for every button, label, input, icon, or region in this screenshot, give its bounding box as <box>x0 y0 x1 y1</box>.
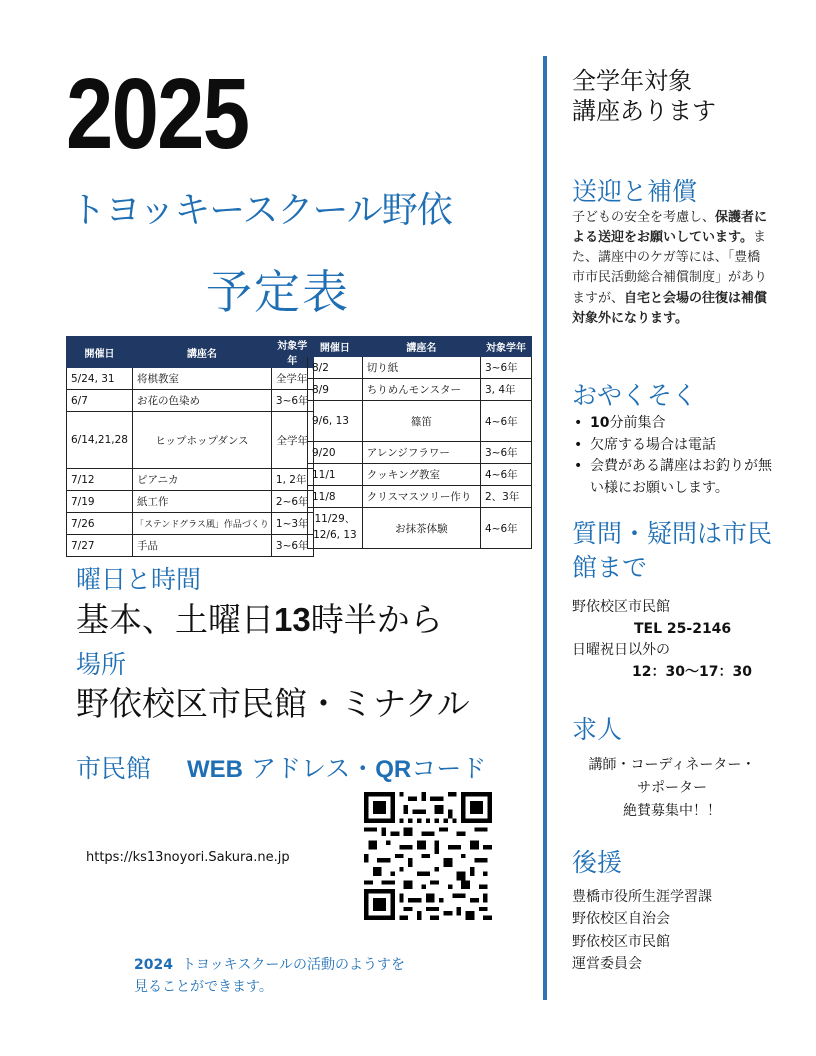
date-cell: 7/27 <box>67 535 133 557</box>
all-grades-line: 講座あります <box>572 97 716 125</box>
table-row <box>67 412 314 469</box>
date-cell: 9/6, 13 <box>308 401 363 442</box>
day-time-suffix: 時半から <box>310 600 443 639</box>
date-line: 11/29、 <box>314 513 356 526</box>
list-item: • 会費がある講座はお釣りが無い様にお願いします。 <box>572 456 782 499</box>
schedule-table-left <box>66 336 314 557</box>
grade-cell: 3~6年 <box>480 442 531 464</box>
date-cell: 8/2 <box>308 357 363 379</box>
year-title: 2025 <box>66 58 249 170</box>
schedule-title: 予定表 <box>206 265 350 319</box>
list-item <box>572 413 782 435</box>
transport-bold: 保護者による送迎をお願いしています。 <box>572 210 768 246</box>
date-cell: 7/26 <box>67 513 133 535</box>
col-course: 講座名 <box>362 337 480 357</box>
jobs-body <box>572 754 772 823</box>
table-row <box>308 464 532 486</box>
col-date: 開催日 <box>67 337 133 368</box>
school-name: トヨッキースクール野依 <box>70 190 452 231</box>
transport-text: 子どもの安全を考慮し、 <box>572 210 716 225</box>
table-row <box>67 535 314 557</box>
table-row <box>308 486 532 508</box>
place-heading: 場所 <box>76 650 127 679</box>
jobs-line: 講師・コーディネーター・ <box>588 757 756 773</box>
activity-note <box>134 954 405 999</box>
contact-phone[interactable]: TEL 25-2146 <box>634 620 732 637</box>
grade-cell: 全学年 <box>271 412 313 469</box>
course-cell: ヒップホップダンス <box>132 412 271 469</box>
course-cell: 将棋教室 <box>132 368 271 390</box>
contact-hours: 12：30～17：30 <box>632 664 752 681</box>
course-cell: お抹茶体験 <box>362 508 480 549</box>
date-cell: 11/1 <box>308 464 363 486</box>
transport-heading: 送迎と補償 <box>572 177 698 206</box>
all-grades-line: 全学年対象 <box>572 67 692 95</box>
table-row <box>308 401 532 442</box>
support-item: 運営委員会 <box>572 956 642 973</box>
promise-list <box>572 413 782 500</box>
all-grades-notice <box>572 66 716 126</box>
date-cell: 11/8 <box>308 486 363 508</box>
promise-heading: おやくそく <box>572 381 698 410</box>
grade-cell: 1, 2年 <box>271 469 313 491</box>
contact-hours-label: 日曜祝日以外の <box>572 642 670 659</box>
note-line1: トヨッキスクールの活動のようすを <box>181 957 406 973</box>
jobs-line: 絶賛募集中！！ <box>623 803 721 820</box>
col-grade: 対象学年 <box>271 337 313 368</box>
grade-cell: 3~6年 <box>271 390 313 412</box>
table-row <box>67 513 314 535</box>
web-end: コード <box>411 754 487 783</box>
day-time-number: 13 <box>274 601 311 638</box>
date-cell: 9/20 <box>308 442 363 464</box>
date-cell: 7/12 <box>67 469 133 491</box>
table-row <box>308 508 532 549</box>
grade-cell: 4~6年 <box>480 464 531 486</box>
course-cell: 「ステンドグラス風」作品づくり <box>132 513 271 535</box>
day-time-heading: 曜日と時間 <box>76 565 202 594</box>
table-row <box>308 379 532 401</box>
day-time-prefix: 基本、土曜日 <box>76 600 274 639</box>
grade-cell: 4~6年 <box>480 508 531 549</box>
grade-cell: 1~3年 <box>271 513 313 535</box>
table-row <box>67 491 314 513</box>
web-mid: アドレス・ <box>243 754 376 783</box>
grade-cell: 全学年 <box>271 368 313 390</box>
jobs-line: サポーター <box>637 780 707 797</box>
transport-body <box>572 208 768 329</box>
grade-cell: 4~6年 <box>480 401 531 442</box>
course-cell: クッキング教室 <box>362 464 480 486</box>
support-list <box>572 886 712 976</box>
course-cell: ちりめんモンスター <box>362 379 480 401</box>
col-course: 講座名 <box>132 337 271 368</box>
col-grade: 対象学年 <box>480 337 531 357</box>
promise-text: 分前集合 <box>609 415 666 431</box>
table-row <box>67 469 314 491</box>
note-line2: 見ることができます。 <box>134 979 273 996</box>
grade-cell: 2~6年 <box>271 491 313 513</box>
date-cell <box>308 508 363 549</box>
jobs-heading: 求人 <box>572 715 623 744</box>
web-label: 市民館 <box>76 754 152 783</box>
web-heading <box>76 749 486 785</box>
grade-cell: 3, 4年 <box>480 379 531 401</box>
date-cell: 7/19 <box>67 491 133 513</box>
transport-text: また、講座中のケガ等には、「豊橋市市民活動総合補償制度」がありますが、 <box>572 230 768 306</box>
grade-cell: 3~6年 <box>271 535 313 557</box>
day-time-value <box>76 594 443 641</box>
course-cell: 紙工作 <box>132 491 271 513</box>
support-item: 野依校区自治会 <box>572 911 670 928</box>
table-row <box>308 442 532 464</box>
course-cell: 切り紙 <box>362 357 480 379</box>
course-cell: 篠笛 <box>362 401 480 442</box>
date-cell: 5/24, 31 <box>67 368 133 390</box>
grade-cell: 2、3年 <box>480 486 531 508</box>
promise-number: 10 <box>590 415 610 431</box>
contact-name: 野依校区市民館 <box>572 599 670 615</box>
course-cell: クリスマスツリー作り <box>362 486 480 508</box>
contact-info <box>572 597 752 684</box>
table-row <box>67 390 314 412</box>
date-line: 12/6, 13 <box>313 529 357 541</box>
table-row <box>67 368 314 390</box>
date-cell: 6/7 <box>67 390 133 412</box>
grade-cell: 3~6年 <box>480 357 531 379</box>
col-date: 開催日 <box>308 337 363 357</box>
course-cell: ピアニカ <box>132 469 271 491</box>
note-year: 2024 <box>134 957 173 973</box>
list-item: • 欠席する場合は電話 <box>572 435 782 457</box>
course-cell: お花の色染め <box>132 390 271 412</box>
table-row <box>308 357 532 379</box>
schedule-table-right <box>307 336 532 549</box>
course-cell: アレンジフラワー <box>362 442 480 464</box>
qr-bold: QR <box>375 756 412 783</box>
question-heading: 質問・疑問は市民館まで <box>572 519 773 582</box>
qr-code-icon[interactable] <box>364 792 492 920</box>
website-url[interactable]: https://ks13noyori.Sakura.ne.jp <box>86 850 290 865</box>
support-item: 野依校区市民館 <box>572 933 670 950</box>
support-item: 豊橋市役所生涯学習課 <box>572 889 712 905</box>
place-value: 野依校区市民館・ミナクル <box>76 684 470 723</box>
divider-line <box>543 56 547 1000</box>
course-cell: 手品 <box>132 535 271 557</box>
date-cell: 8/9 <box>308 379 363 401</box>
web-bold: WEB <box>187 756 244 783</box>
transport-bold: 自宅と会場の往復は補償対象外になります。 <box>572 290 768 326</box>
support-heading: 後援 <box>572 848 623 877</box>
date-cell: 6/14,21,28 <box>67 412 133 469</box>
